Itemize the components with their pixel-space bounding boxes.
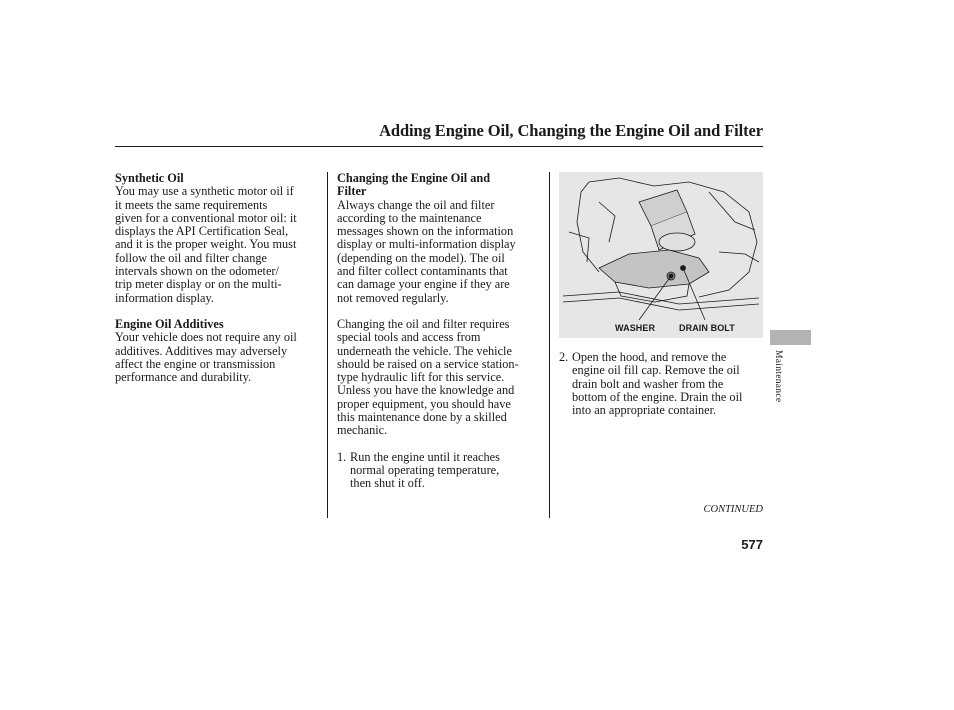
washer-label: WASHER bbox=[615, 323, 656, 333]
drain-bolt-label: DRAIN BOLT bbox=[679, 323, 735, 333]
step-1-number: 1. bbox=[337, 449, 347, 464]
right-column bbox=[559, 172, 763, 417]
continued-note: CONTINUED bbox=[703, 504, 763, 515]
synthetic-oil-heading: Synthetic Oil bbox=[115, 171, 184, 185]
changing-oil-heading: Changing the Engine Oil and Filter bbox=[337, 171, 491, 199]
step-2-number: 2. bbox=[559, 350, 569, 364]
page-title: Adding Engine Oil, Changing the Engine Oil and Filter bbox=[379, 121, 763, 140]
step-1 bbox=[337, 451, 543, 491]
step-2-text: Open the hood, and remove the engine oil fill cap. Remove the oil drain bolt and washer from the bottom of the engine. Drain the oil into an appropriate container. bbox=[572, 350, 743, 418]
column-divider-right bbox=[549, 172, 550, 518]
title-rule bbox=[115, 146, 763, 147]
engine-oil-additives-heading: Engine Oil Additives bbox=[115, 316, 224, 331]
changing-oil-body-2: Changing the oil and filter requires special tools and access from underneath the vehicle. The vehicle should be raised on a service station- type hydraulic lift for this service. Unless you have the knowledge and proper equipment, you should have this maintenance done by a skilled mechanic. bbox=[337, 316, 519, 438]
section-tab-label: Maintenance bbox=[773, 350, 783, 403]
engine-underside-drawing bbox=[559, 172, 763, 338]
section-tab bbox=[770, 330, 811, 345]
page-number: 577 bbox=[741, 537, 763, 552]
drain-bolt-illustration bbox=[559, 172, 763, 338]
middle-column bbox=[337, 172, 543, 491]
changing-oil-body: Always change the oil and filter according to the maintenance messages shown on the information display or multi-information display (depending on the model). The oil and filter collect contaminants that can damage your engine if they are not removed regularly. bbox=[337, 197, 516, 305]
left-column bbox=[115, 172, 321, 384]
engine-oil-additives-body: Your vehicle does not require any oil additives. Additives may adversely affect the engine or transmission performance and durability. bbox=[115, 330, 297, 385]
step-1-text: Run the engine until it reaches normal operating temperature, then shut it off. bbox=[350, 449, 500, 491]
synthetic-oil-body: You may use a synthetic motor oil if it meets the same requirements given for a conventional motor oil: it displays the API Certification Seal, and it is the proper weight. You must follow the oil and filter change intervals shown on the odometer/ trip meter display or on the multi- information display. bbox=[115, 184, 297, 305]
step-2 bbox=[559, 351, 763, 417]
column-divider-left bbox=[327, 172, 328, 518]
